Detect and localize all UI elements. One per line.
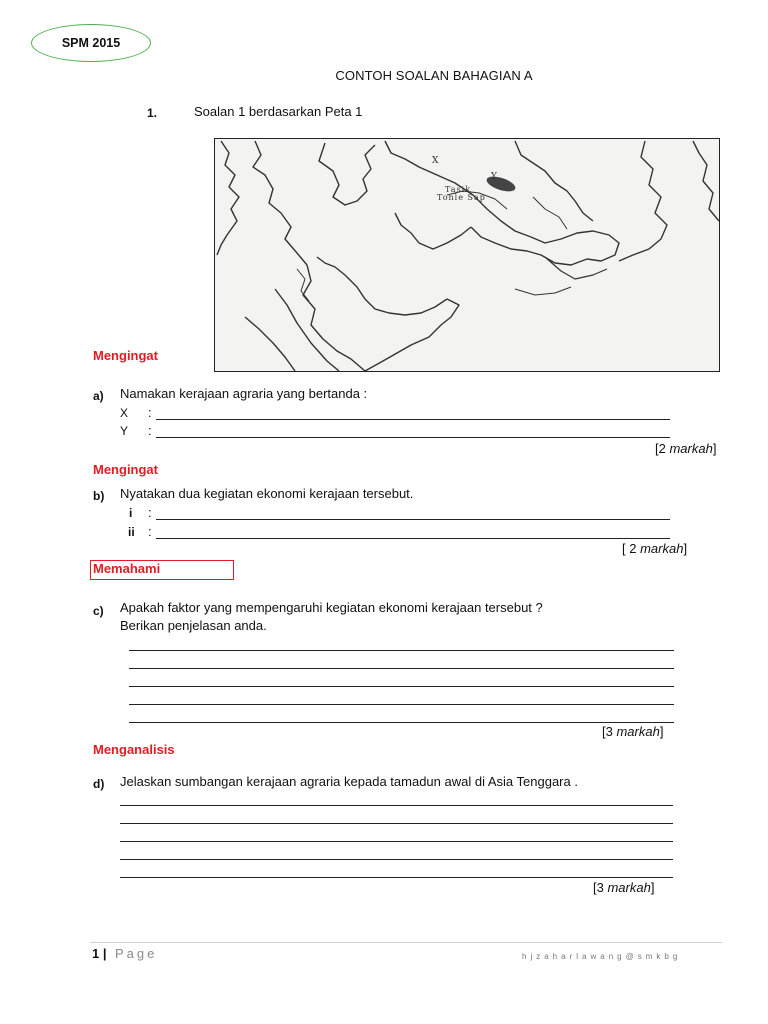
part-a-question: Namakan kerajaan agraria yang bertanda : — [120, 386, 368, 401]
map-marker-x: X — [432, 156, 439, 166]
part-a-row-y-label: Y — [120, 424, 129, 438]
part-a-marks-word: markah — [669, 441, 713, 456]
part-c-question-line1: Apakah faktor yang mempengaruhi kegiatan ekonomi kerajaan tersebut ? — [120, 600, 543, 615]
page-title: CONTOH SOALAN BAHAGIAN A — [335, 68, 533, 83]
part-a-marks-open: [2 — [655, 441, 670, 456]
part-a-row-y-colon: : — [148, 423, 152, 438]
part-b-row-ii-colon: : — [148, 524, 152, 539]
exam-year-label: SPM 2015 — [61, 36, 121, 50]
answer-line-c-3[interactable] — [129, 686, 674, 687]
part-b-marks-close: ] — [683, 541, 688, 556]
level-label-c: Memahami — [93, 561, 161, 576]
footer-page-number — [92, 946, 107, 961]
part-b-row-ii-label: ii — [128, 525, 135, 539]
question-intro: Soalan 1 berdasarkan Peta 1 — [194, 104, 363, 119]
part-d-question: Jelaskan sumbangan kerajaan agraria kepada tamadun awal di Asia Tenggara . — [120, 774, 578, 789]
answer-line-c-5[interactable] — [129, 722, 674, 723]
part-c-question-line2: Berikan penjelasan anda. — [120, 618, 267, 633]
part-d-marks-word: markah — [607, 880, 651, 895]
part-c-letter: c) — [93, 604, 104, 618]
part-b-letter: b) — [93, 489, 105, 503]
page-number: 1 — [92, 946, 100, 961]
level-label-a: Mengingat — [93, 348, 158, 363]
answer-line-c-4[interactable] — [129, 704, 674, 705]
part-d-letter: d) — [93, 777, 105, 791]
part-a-row-x-colon: : — [148, 405, 152, 420]
level-label-d: Menganalisis — [93, 742, 175, 757]
answer-line-d-5[interactable] — [120, 877, 673, 878]
part-d-marks — [593, 880, 654, 895]
answer-line-b-ii[interactable] — [156, 538, 670, 539]
answer-line-a-x[interactable] — [156, 419, 670, 420]
answer-line-d-1[interactable] — [120, 805, 673, 806]
footer-author-email: hjzaharlawang@smkbg — [522, 952, 682, 961]
answer-line-c-2[interactable] — [129, 668, 674, 669]
exam-year-badge — [31, 24, 151, 62]
mainland-southeast-asia-map — [215, 139, 720, 372]
part-a-marks-close: ] — [712, 441, 717, 456]
footer-divider — [90, 942, 722, 943]
part-b-row-i-label: i — [129, 506, 133, 520]
part-c-marks-close: ] — [659, 724, 664, 739]
part-c-marks-word: markah — [616, 724, 660, 739]
map-lake-label-1: Tasik — [445, 185, 471, 194]
level-label-b: Mengingat — [93, 462, 158, 477]
map-lake-label-2: Tonle Sap — [437, 193, 486, 202]
part-b-marks-open: [ 2 — [622, 541, 641, 556]
page-separator: | — [102, 946, 107, 961]
part-b-marks — [622, 541, 687, 556]
footer-page-word: Page — [115, 946, 158, 961]
answer-line-d-2[interactable] — [120, 823, 673, 824]
answer-line-c-1[interactable] — [129, 650, 674, 651]
part-c-marks — [602, 724, 663, 739]
answer-line-a-y[interactable] — [156, 437, 670, 438]
part-c-marks-open: [3 — [602, 724, 617, 739]
part-b-marks-word: markah — [640, 541, 684, 556]
part-b-question: Nyatakan dua kegiatan ekonomi kerajaan tersebut. — [120, 486, 414, 501]
map-marker-y: Y — [491, 172, 497, 182]
map-peta-1 — [214, 138, 720, 372]
answer-line-b-i[interactable] — [156, 519, 670, 520]
question-number: 1. — [147, 106, 158, 120]
part-d-marks-close: ] — [650, 880, 655, 895]
part-b-row-i-colon: : — [148, 505, 152, 520]
part-d-marks-open: [3 — [593, 880, 608, 895]
part-a-row-x-label: X — [120, 406, 129, 420]
part-a-marks — [655, 441, 716, 456]
part-a-letter: a) — [93, 389, 104, 403]
answer-line-d-4[interactable] — [120, 859, 673, 860]
answer-line-d-3[interactable] — [120, 841, 673, 842]
